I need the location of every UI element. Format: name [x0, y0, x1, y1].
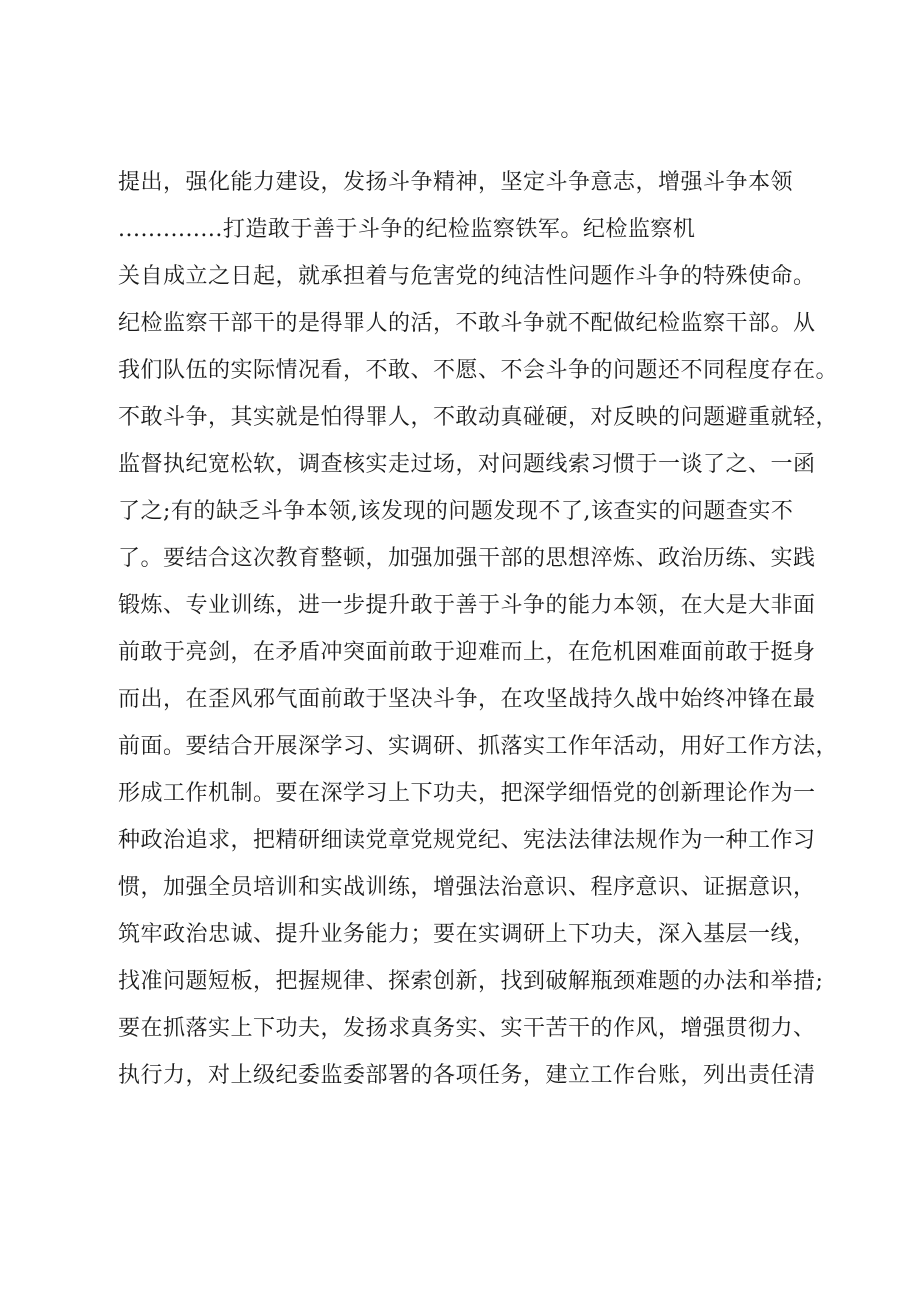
text-line-20: 执行力，对上级纪委监委部署的各项任务，建立工作台账，列出责任清 — [118, 1063, 816, 1088]
text-line-15: 种政治追求，把精研细读党章党规党纪、宪法法律法规作为一种工作习 — [118, 828, 816, 853]
text-line-12: 而出，在歪风邪气面前敢于坚决斗争，在攻坚战持久战中始终冲锋在最 — [118, 687, 816, 712]
text-line-16: 惯，加强全员培训和实战训练，增强法治意识、程序意识、证据意识， — [118, 875, 816, 900]
text-line-9: 了。要结合这次教育整顿，加强加强干部的思想淬炼、政治历练、实践 — [118, 546, 816, 571]
text-line-2: ..............打造敢于善于斗争的纪检监察铁军。纪检监察机 — [118, 217, 696, 242]
text-line-7: 监督执纪宽松软，调查核实走过场，对问题线索习惯于一谈了之、一函 — [118, 452, 816, 477]
text-line-14: 形成工作机制。要在深学习上下功夫，把深学细悟党的创新理论作为一 — [118, 781, 816, 806]
text-line-18: 找准问题短板，把握规律、探索创新，找到破解瓶颈难题的办法和举措; — [118, 969, 824, 994]
text-line-11: 前敢于亮剑，在矛盾冲突面前敢于迎难而上，在危机困难面前敢于挺身 — [118, 640, 816, 665]
text-line-8: 了之;有的缺乏斗争本领,该发现的问题发现不了,该查实的问题查实不 — [118, 499, 794, 524]
text-line-13: 前面。要结合开展深学习、实调研、抓落实工作年活动，用好工作方法， — [118, 734, 839, 759]
text-line-1: 提出，强化能力建设，发扬斗争精神，坚定斗争意志，增强斗争本领 — [118, 170, 794, 195]
text-line-6: 不敢斗争，其实就是怕得罪人，不敢动真碰硬，对反映的问题避重就轻， — [118, 405, 839, 430]
text-line-3: 关自成立之日起，就承担着与危害党的纯洁性问题作斗争的特殊使命。 — [118, 264, 816, 289]
text-line-17: 筑牢政治忠诚、提升业务能力；要在实调研上下功夫，深入基层一线， — [118, 922, 816, 947]
text-line-5: 我们队伍的实际情况看，不敢、不愿、不会斗争的问题还不同程度存在。 — [118, 358, 839, 383]
text-line-10: 锻炼、专业训练，进一步提升敢于善于斗争的能力本领，在大是大非面 — [118, 593, 816, 618]
text-line-4: 纪检监察干部干的是得罪人的活，不敢斗争就不配做纪检监察干部。从 — [118, 311, 816, 336]
text-line-19: 要在抓落实上下功夫，发扬求真务实、实干苦干的作风，增强贯彻力、 — [118, 1016, 816, 1041]
